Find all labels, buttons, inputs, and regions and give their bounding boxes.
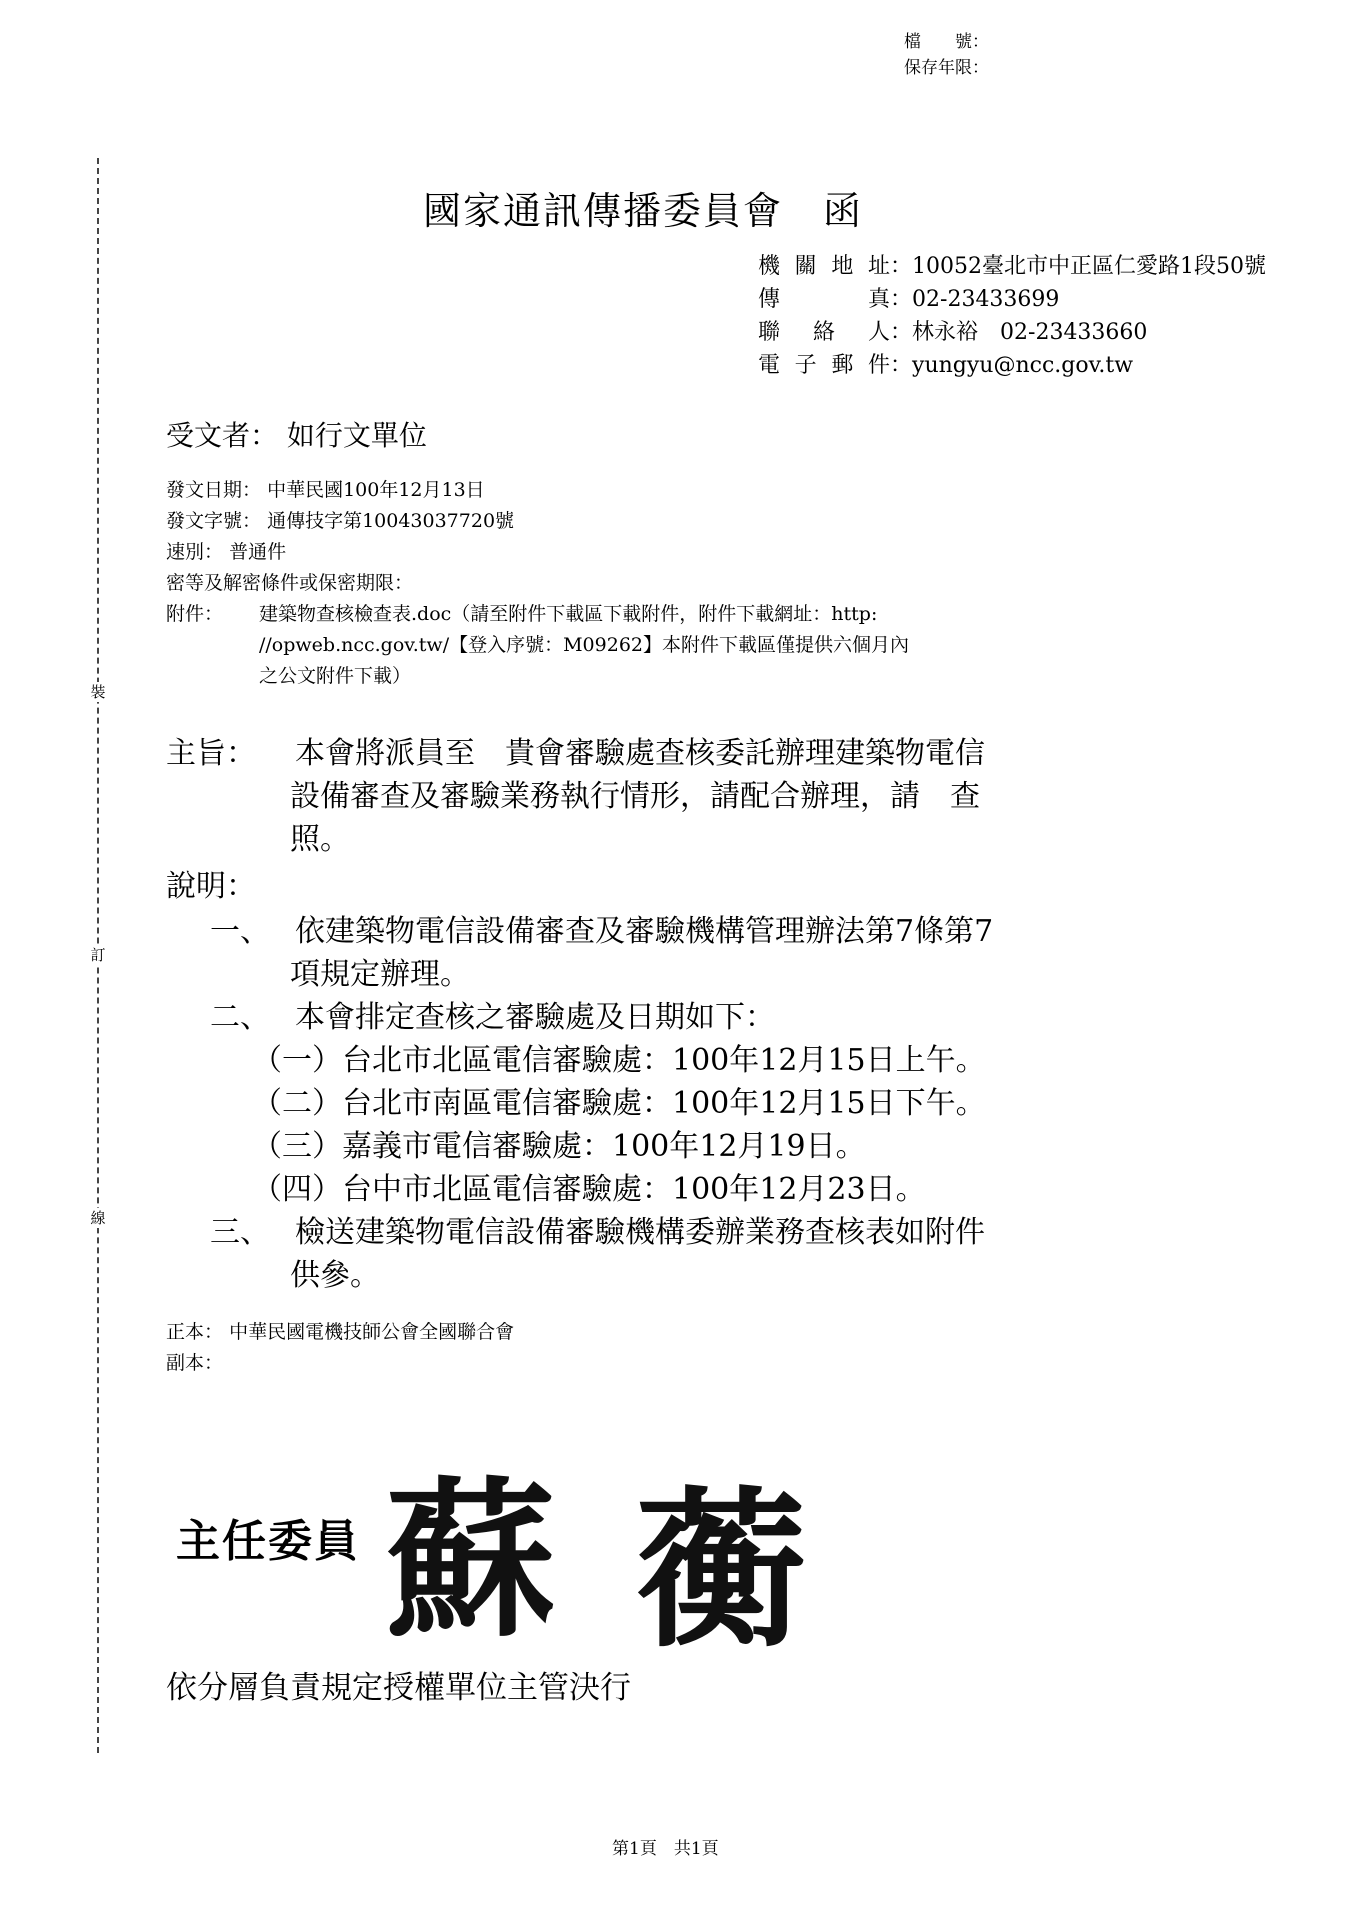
carbon-copy-label: 副本：	[166, 1352, 224, 1374]
explanation-label: 說明：	[166, 869, 256, 904]
explanation-item-2-line-1: 本會排定查核之審驗處及日期如下：	[295, 1000, 775, 1035]
contact-email-value: yungyu@ncc.gov.tw	[912, 353, 1134, 378]
retention-period-label: 保存年限：	[904, 58, 989, 78]
contact-fax-label: 傳真	[758, 287, 890, 312]
attachment-label: 附件：	[166, 603, 224, 625]
schedule-item-2: （二）台北市南區電信審驗處：100年12月15日下午。	[252, 1086, 986, 1121]
schedule-item-3: （三）嘉義市電信審驗處：100年12月19日。	[252, 1129, 866, 1164]
recipient	[166, 414, 427, 454]
subject-line-3: 照。	[290, 822, 350, 857]
speed	[166, 537, 286, 568]
contact-address-value: 10052臺北市中正區仁愛路1段50號	[912, 254, 1266, 279]
file-number-label: 檔 號：	[904, 32, 989, 52]
recipient-value: 如行文單位	[286, 419, 427, 452]
svg-text:蘅: 蘅	[636, 1471, 806, 1671]
contact-person-value: 林永裕 02-23433660	[912, 320, 1148, 345]
contact-fax-value: 02-23433699	[912, 287, 1060, 312]
subject-line-1: 本會將派員至 貴會審驗處查核委託辦理建築物電信	[295, 736, 985, 771]
issue-date	[166, 475, 485, 506]
speed-label: 速別：	[166, 541, 224, 563]
contact-email: 電子郵件：yungyu@ncc.gov.tw	[758, 349, 1266, 382]
issue-date-label: 發文日期：	[166, 479, 262, 501]
issue-date-value: 中華民國100年12月13日	[267, 479, 485, 501]
main-recipient	[166, 1317, 514, 1348]
contact-block	[758, 250, 1266, 382]
secrecy-label: 密等及解密條件或保密期限：	[166, 572, 414, 594]
attachment-line-1: 建築物查核檢查表.doc（請至附件下載區下載附件，附件下載網址：http:	[259, 603, 878, 625]
explanation-item-3-number: 三、	[210, 1215, 270, 1250]
contact-address-label: 機關地址	[758, 254, 890, 279]
explanation-item-1-line-2: 項規定辦理。	[290, 957, 470, 992]
attachment-line-3: 之公文附件下載）	[259, 665, 412, 687]
document-number	[166, 506, 514, 537]
explanation-item-1-line-1: 依建築物電信設備審查及審驗機構管理辦法第7條第7	[295, 914, 994, 949]
svg-text:蘇: 蘇	[386, 1461, 557, 1661]
schedule-item-4: （四）台中市北區電信審驗處：100年12月23日。	[252, 1172, 926, 1207]
page-number: 第1頁 共1頁	[612, 1839, 719, 1859]
contact-email-label: 電子郵件	[758, 353, 890, 378]
chairperson-title: 主任委員	[176, 1516, 360, 1567]
subject-line-2: 設備審查及審驗業務執行情形，請配合辦理，請 查	[290, 779, 980, 814]
contact-address: 機關地址：10052臺北市中正區仁愛路1段50號	[758, 250, 1266, 283]
explanation-item-3-line-1: 檢送建築物電信設備審驗機構委辦業務查核表如附件	[295, 1215, 985, 1250]
recipient-label: 受文者：	[166, 419, 279, 452]
document-number-value: 通傳技字第10043037720號	[267, 510, 515, 532]
binding-mark-ding: 訂	[88, 945, 108, 965]
speed-value: 普通件	[229, 541, 287, 563]
main-recipient-value: 中華民國電機技師公會全國聯合會	[229, 1321, 515, 1343]
schedule-item-1: （一）台北市北區電信審驗處：100年12月15日上午。	[252, 1043, 986, 1078]
contact-fax: 傳真：02-23433699	[758, 283, 1266, 316]
binding-mark-zhuang: 裝	[88, 682, 108, 702]
signature-seal-icon	[166, 1440, 806, 1680]
explanation-item-2-number: 二、	[210, 1000, 270, 1035]
main-recipient-label: 正本：	[166, 1321, 224, 1343]
subject-label: 主旨：	[166, 736, 256, 771]
explanation-item-3-line-2: 供參。	[290, 1258, 380, 1293]
attachment-line-2: //opweb.ncc.gov.tw/【登入序號：M09262】本附件下載區僅提供六個月內	[259, 634, 909, 656]
binding-mark-xian: 線	[88, 1208, 108, 1228]
document-title: 國家通訊傳播委員會 函	[423, 189, 864, 233]
contact-person: 聯絡人：林永裕 02-23433660	[758, 316, 1266, 349]
explanation-item-1-number: 一、	[210, 914, 270, 949]
delegation-statement: 依分層負責規定授權單位主管決行	[166, 1670, 631, 1706]
document-number-label: 發文字號：	[166, 510, 262, 532]
contact-person-label: 聯絡人	[758, 320, 890, 345]
